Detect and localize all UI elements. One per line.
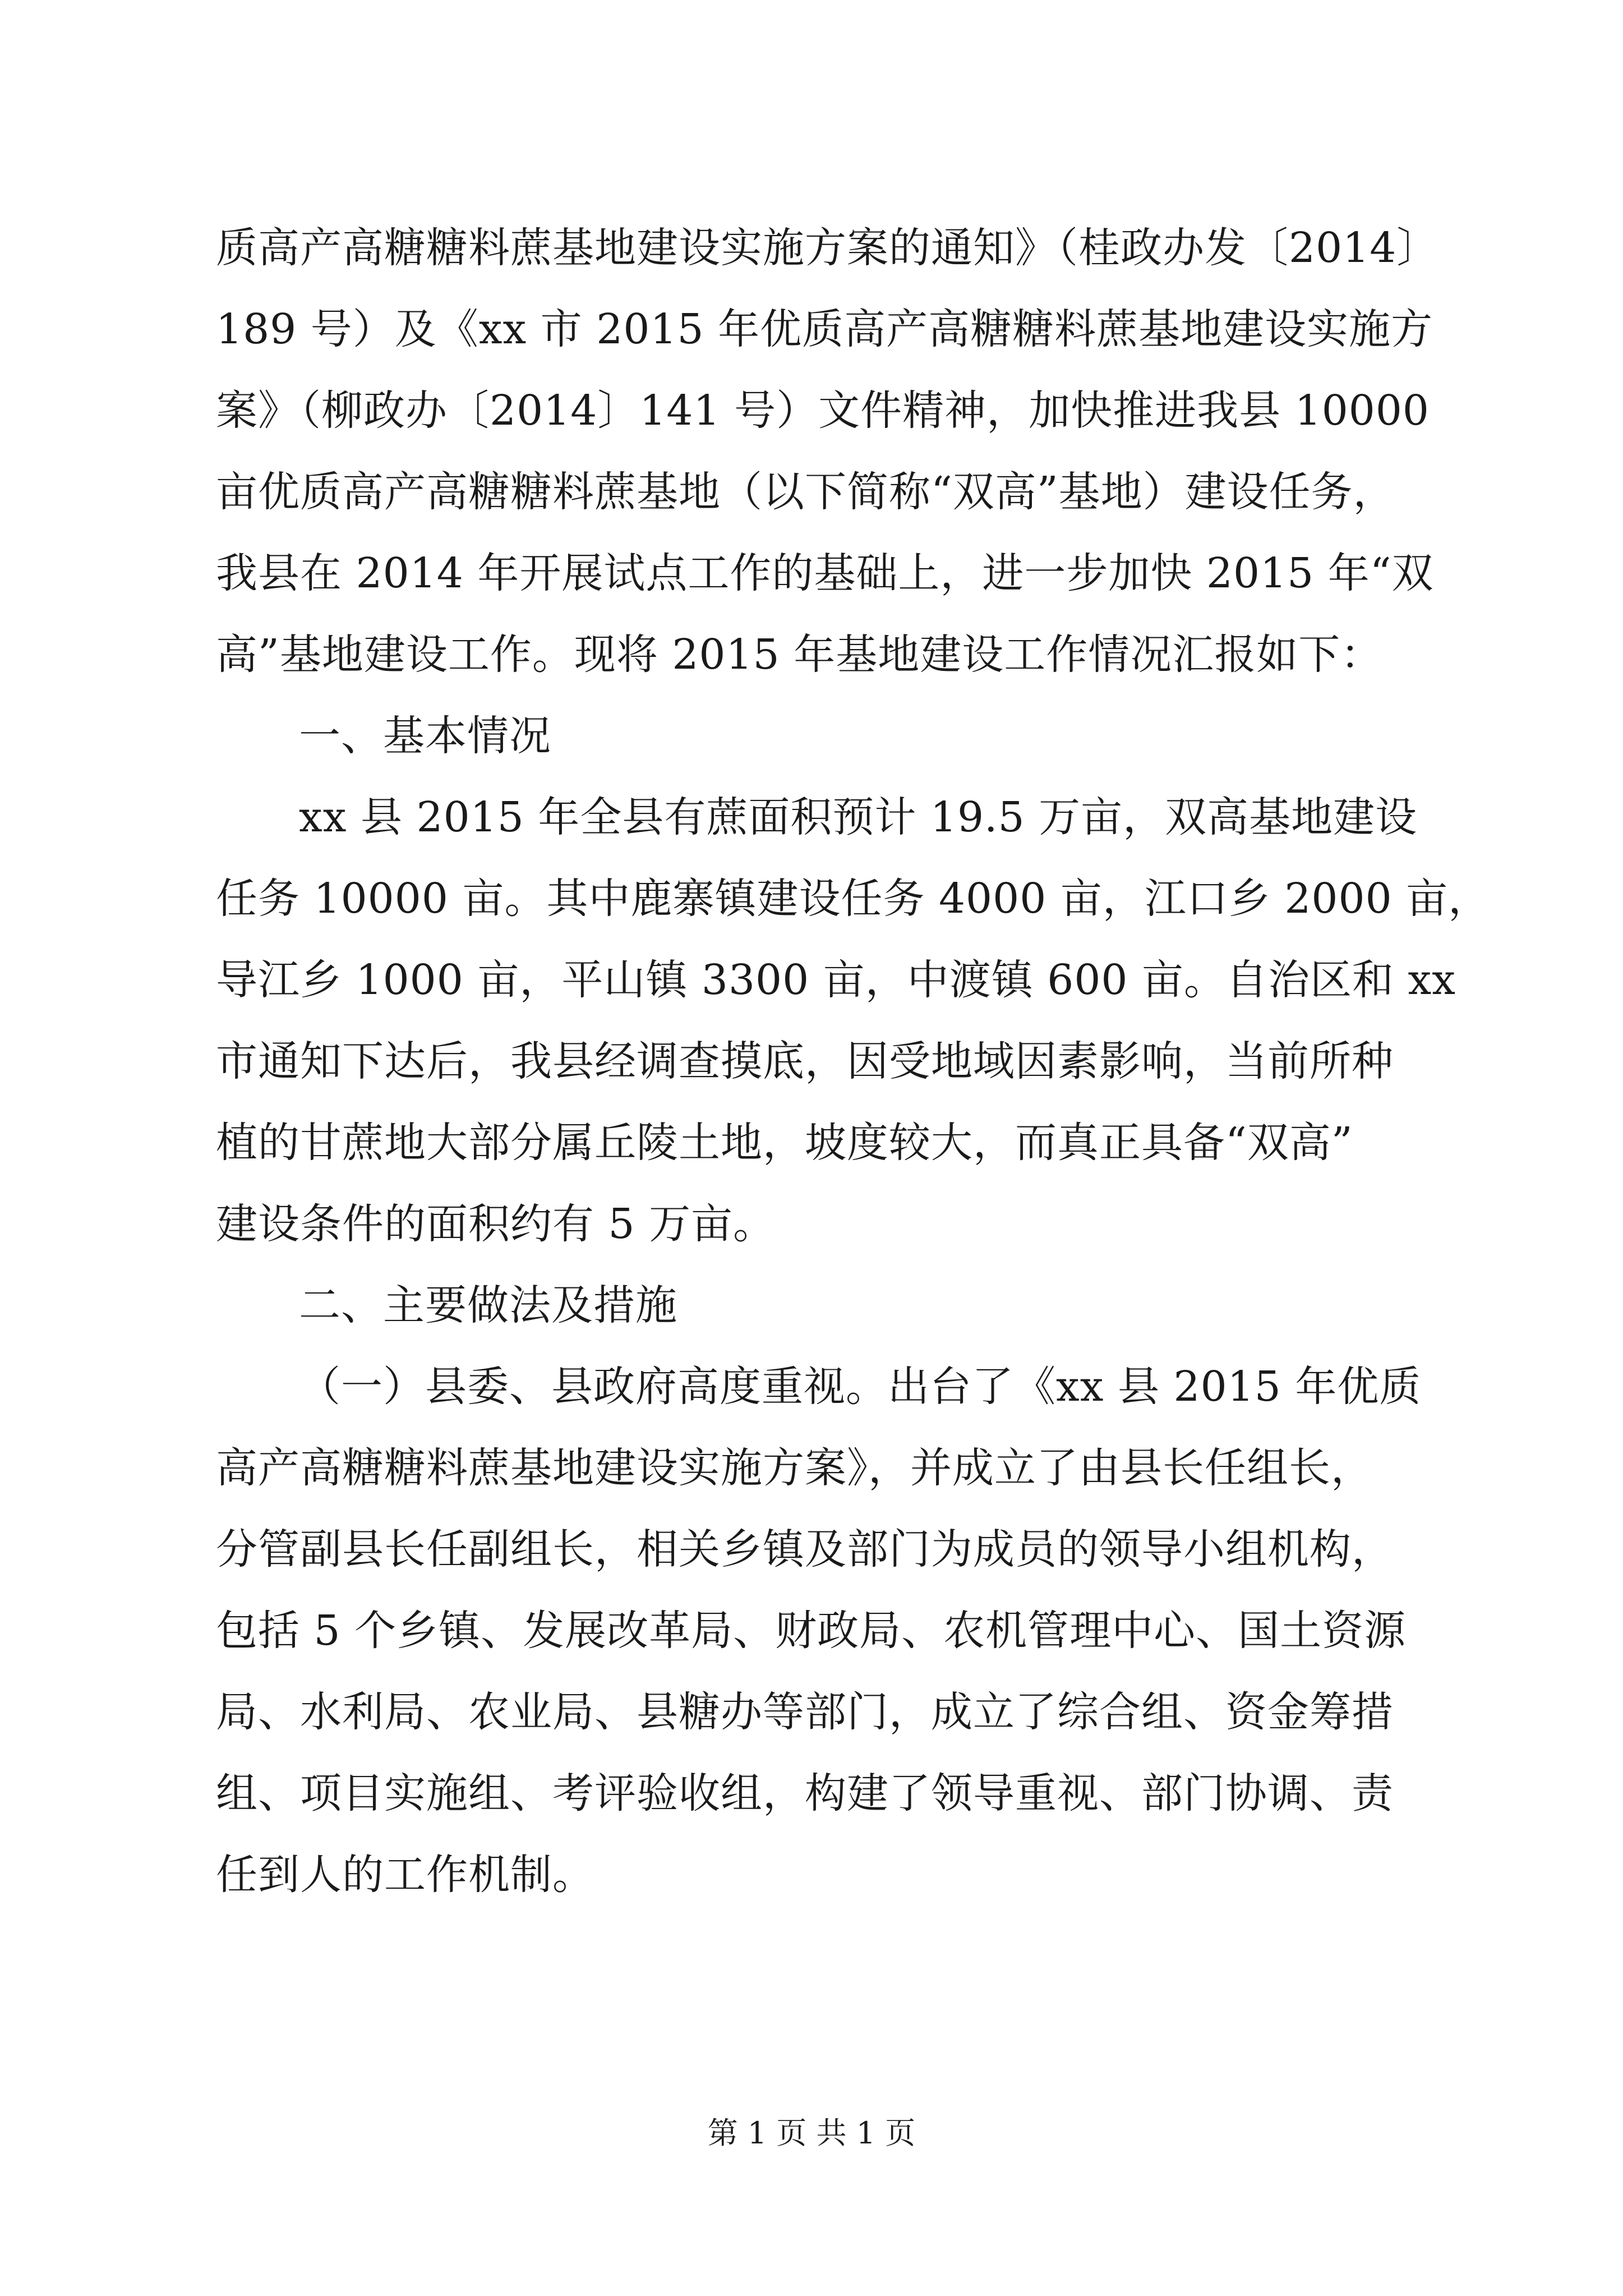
- text-line: 建设条件的面积约有 5 万亩。: [216, 1200, 776, 1248]
- text-line: 高”基地建设工作。现将 2015 年基地建设工作情况汇报如下：: [216, 631, 1383, 679]
- text-line: 任务 10000 亩。其中鹿寨镇建设任务 4000 亩，江口乡 2000 亩，: [216, 875, 1491, 923]
- text-line: （一）县委、县政府高度重视。出台了《xx 县 2015 年优质: [299, 1363, 1422, 1411]
- text-line: 分管副县长任副组长，相关乡镇及部门为成员的领导小组机构，: [216, 1525, 1394, 1573]
- text-line: 亩优质高产高糖糖料蔗基地（以下简称“双高”基地）建设任务，: [216, 468, 1395, 516]
- text-line: 质高产高糖糖料蔗基地建设实施方案的通知》（桂政办发〔2014〕: [216, 224, 1439, 272]
- text-line: 任到人的工作机制。: [216, 1851, 594, 1899]
- text-line: 二、主要做法及措施: [299, 1281, 677, 1329]
- text-line: 高产高糖糖料蔗基地建设实施方案》，并成立了由县长任组长，: [216, 1444, 1373, 1492]
- text-line: xx 县 2015 年全县有蔗面积预计 19.5 万亩，双高基地建设: [299, 793, 1418, 841]
- page-footer: 第 1 页 共 1 页: [707, 2115, 916, 2151]
- text-line: 案》（柳政办〔2014〕141 号）文件精神，加快推进我县 10000: [216, 386, 1430, 435]
- text-line: 189 号）及《xx 市 2015 年优质高产高糖糖料蔗基地建设实施方: [216, 305, 1433, 353]
- text-line: 植的甘蔗地大部分属丘陵土地，坡度较大，而真正具备“双高”: [216, 1119, 1353, 1167]
- document-body: [216, 208, 1491, 1916]
- text-line: 局、水利局、农业局、县糖办等部门，成立了综合组、资金筹措: [216, 1688, 1394, 1736]
- text-line: 我县在 2014 年开展试点工作的基础上，进一步加快 2015 年“双: [216, 549, 1434, 597]
- text-line: 包括 5 个乡镇、发展改革局、财政局、农机管理中心、国土资源: [216, 1607, 1407, 1655]
- text-line: 市通知下达后，我县经调查摸底，因受地域因素影响，当前所种: [216, 1037, 1394, 1085]
- text-line: 组、项目实施组、考评验收组，构建了领导重视、部门协调、责: [216, 1769, 1394, 1818]
- text-line: 导江乡 1000 亩，平山镇 3300 亩，中渡镇 600 亩。自治区和 xx: [216, 956, 1456, 1004]
- text-line: 一、基本情况: [299, 712, 551, 760]
